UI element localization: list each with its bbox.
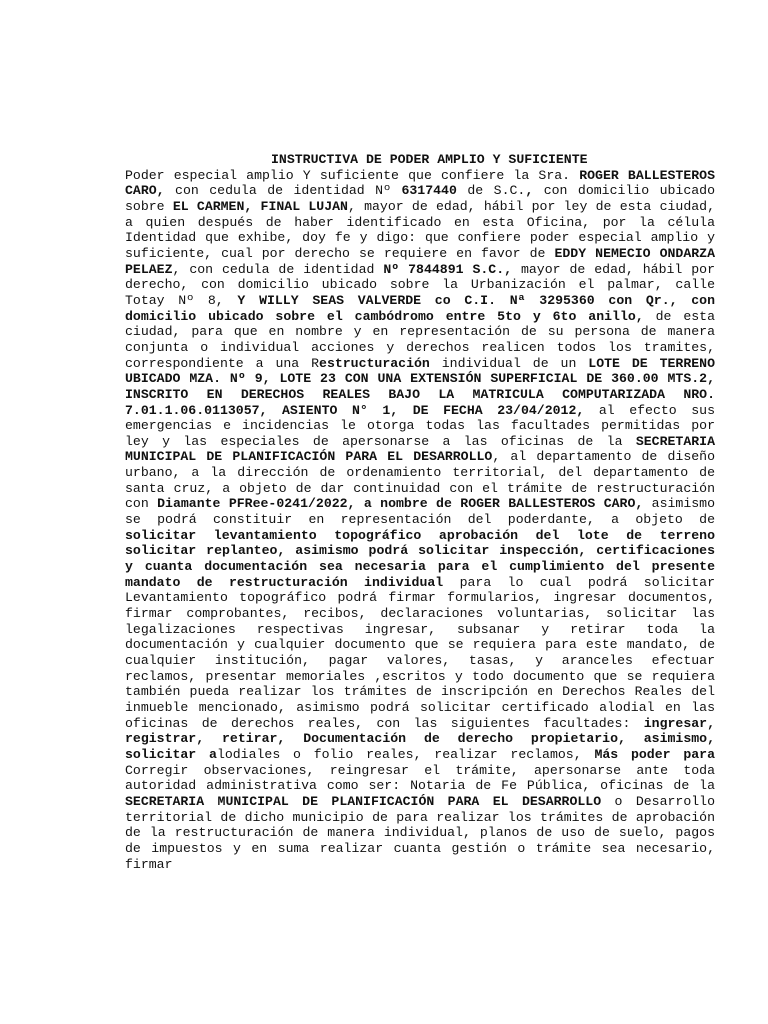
- document-body: [125, 168, 715, 873]
- text-run: Poder especial amplio Y suficiente que confiere la Sra.: [125, 167, 580, 183]
- bold-text-run: Y WILLY SEAS VALVERDE co C.I. Nª 3295360 con Qr., con domicilio ubicado sobre el cambódromo entre 5to y 6to anillo,: [125, 292, 716, 324]
- text-run: , mayor de edad, hábil por ley de esta ciudad, a quien después de haber identificado en esta Oficina, por la célula Identidad que exhibe, doy fe y digo: que confiere poder especial amplio y suficiente, cual por derecho se requiere en favor de: [125, 198, 715, 261]
- text-run: , con cedula de identidad: [172, 261, 384, 277]
- text-run: individual de un: [429, 355, 589, 371]
- text-run: o Desarrollo territorial de dicho municipio de para realizar los trámites de aprobación de la restructuración de manera individual, planos de uso de suelo, pagos de impuestos y en suma realizar cuanta gestión o trámite sea necesario, firmar: [125, 793, 715, 872]
- bold-text-run: LOTE DE TERRENO UBICADO MZA. Nº 9, LOTE 23 CON UNA EXTENSIÓN SUPERFICIAL DE 360.00 MTS.2, INSCRITO EN DERECHOS REALES BAJO LA MATRICULA COMPUTARIZADA NRO. 7.01.1.06.0113057, ASIENTO N° 1, DE FECHA 23/04/2012,: [125, 355, 715, 418]
- bold-text-run: Diamante PFRee-0241/2022, a nombre de ROGER BALLESTEROS CARO,: [157, 496, 644, 512]
- text-run: lodiales o folio reales, realizar reclamos,: [216, 746, 595, 762]
- document-page: [125, 152, 715, 872]
- text-run: con cedula de identidad Nº: [164, 183, 402, 199]
- text-run: para lo cual podrá solicitar Levantamiento topográfico podrá firmar formularios, ingresar documentos, firmar comprobantes, recibos, declaraciones voluntarias, solicitar las legalizaciones respectivas ingresar, subsanar y retirar toda la documentación y cualquier documento que se requiera para este mandato, de cualquier institución, pagar valores, tasas, y aranceles efectuar reclamos, presentar memoriales ,escritos y todo documento que se requiera también pueda realizar los trámites de inscripción en Derechos Reales del inmueble mencionado, asimismo podrá solicitar certificado alodial en las oficinas de derechos reales, con las siguientes facultades:: [125, 574, 716, 731]
- bold-text-run: ROGER BALLESTEROS CARO,: [125, 167, 715, 199]
- bold-text-run: SECRETARIA MUNICIPAL DE PLANIFICACIÓN PARA EL DESARROLLO: [125, 433, 715, 465]
- text-run: Corregir observaciones, reingresar el trámite, apersonarse ante toda autoridad administrativa como ser: Notaria de Fe Pública, oficinas de la: [125, 762, 715, 794]
- bold-text-run: estructuración: [319, 355, 430, 371]
- text-run: de esta ciudad, para que en nombre y en representación de su persona de manera conjunta o individual acciones y derechos realicen todos los tramites, correspondiente a una R: [125, 308, 716, 371]
- bold-text-run: solicitar levantamiento topográfico aprobación del lote de terreno solicitar replanteo, asimismo podrá solicitar inspección, certificaciones y cuanta documentación sea necesaria para el cumplimiento del presente mandato de restructuración individual: [125, 527, 715, 590]
- document-title: INSTRUCTIVA DE PODER AMPLIO Y SUFICIENTE: [271, 152, 588, 167]
- bold-text-run: EDDY NEMECIO ONDARZA PELAEZ: [125, 245, 715, 277]
- bold-text-run: Nº 7844891 S.C.,: [383, 261, 513, 277]
- bold-text-run: 6317440: [401, 183, 457, 199]
- bold-text-run: ,: [525, 183, 534, 199]
- text-run: mayor de edad, hábil por derecho, con domicilio ubicado sobre la Urbanización el palmar, calle Totay Nº 8,: [125, 261, 715, 308]
- bold-text-run: SECRETARIA MUNICIPAL DE PLANIFICACIÓN PARA EL DESARROLLO: [125, 793, 602, 809]
- text-run: , al departamento de diseño urbano, a la dirección de ordenamiento territorial, del departamento de santa cruz, a objeto de dar continuidad con el trámite de restructuración con: [125, 449, 715, 512]
- bold-text-run: ingresar, registrar, retirar, Documentación de derecho propietario, asimismo, solicitar a: [125, 715, 715, 762]
- bold-text-run: Más poder para: [594, 746, 715, 762]
- text-run: con domicilio ubicado sobre: [125, 183, 715, 214]
- text-run: asimismo se podrá constituir en representación del poderdante, a objeto de: [125, 496, 715, 528]
- text-run: de S.C.: [456, 183, 526, 199]
- text-run: al efecto sus emergencias e incidencias le otorga todas las facultades permitidas por ley y las especiales de apersonarse a las oficinas de la: [125, 402, 715, 449]
- bold-text-run: EL CARMEN, FINAL LUJAN: [172, 198, 348, 214]
